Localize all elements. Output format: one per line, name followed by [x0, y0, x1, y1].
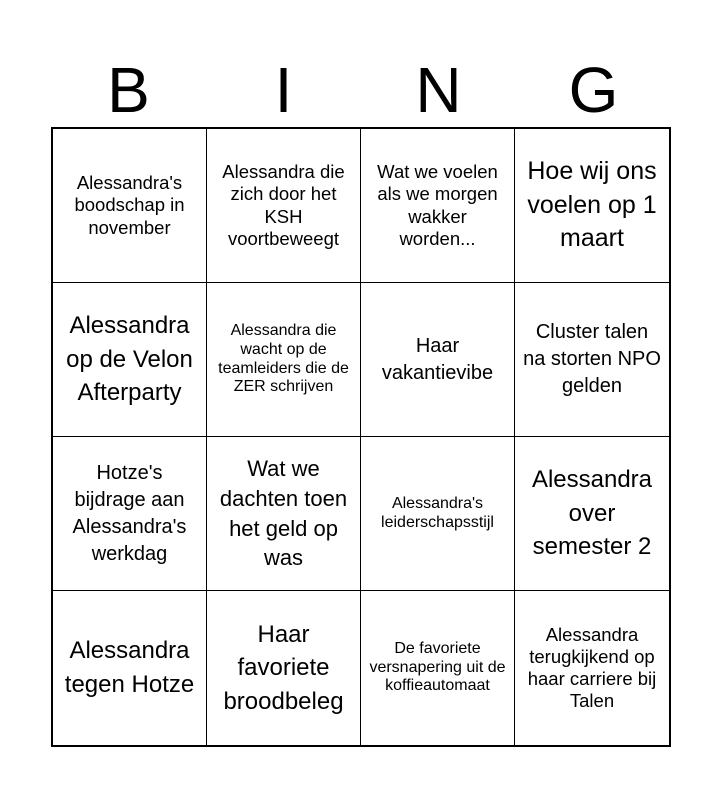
bingo-cell-r3c3[interactable]: [361, 437, 515, 591]
bingo-cell-r2c3[interactable]: [361, 283, 515, 437]
bingo-board: [51, 127, 671, 747]
cell-text: Hotze's bijdrage aan Alessandra's werkdag: [72, 461, 187, 565]
cell-text: Alessandra tegen Hotze: [64, 637, 195, 698]
bingo-cell-r2c1[interactable]: [53, 283, 207, 437]
cell-text: Alessandra's leiderschapsstijl: [381, 494, 494, 531]
bingo-cell-r1c3[interactable]: [361, 129, 515, 283]
cell-text: Wat we dachten toen het geld op was: [219, 456, 348, 571]
cell-text: Haar favoriete broodbeleg: [223, 620, 344, 715]
bingo-cell-r4c2[interactable]: [207, 591, 361, 745]
bingo-cell-r1c2[interactable]: [207, 129, 361, 283]
cell-text: Alessandra die zich door het KSH voortbeweegt: [222, 161, 345, 249]
header-letter-i: I: [274, 54, 293, 126]
bingo-cell-r3c1[interactable]: [53, 437, 207, 591]
bingo-cell-r1c4[interactable]: [515, 129, 669, 283]
header-letter-n: N: [415, 54, 462, 126]
cell-text: De favoriete versnapering uit de koffieautomaat: [369, 639, 506, 695]
cell-text: Wat we voelen als we morgen wakker worden...: [377, 161, 498, 249]
cell-text: Hoe wij ons voelen op 1 maart: [527, 156, 657, 253]
cell-text: Alessandra op de Velon Afterparty: [66, 312, 193, 407]
bingo-cell-r4c3[interactable]: [361, 591, 515, 745]
bingo-header: [51, 52, 671, 128]
cell-text: Alessandra terugkijkend op haar carriere bij Talen: [527, 623, 657, 712]
bingo-cell-r3c2[interactable]: [207, 437, 361, 591]
bingo-cell-r4c1[interactable]: [53, 591, 207, 745]
bingo-cell-r2c4[interactable]: [515, 283, 669, 437]
cell-text: Alessandra over semester 2: [531, 466, 653, 561]
cell-text: Haar vakantievibe: [381, 334, 494, 384]
cell-text: Alessandra's boodschap in november: [74, 172, 185, 238]
bingo-cell-r3c4[interactable]: [515, 437, 669, 591]
bingo-cell-r4c4[interactable]: [515, 591, 669, 745]
header-letter-b: B: [107, 54, 150, 126]
cell-text: Alessandra die wacht op de teamleiders die de ZER schrijven: [218, 321, 349, 396]
bingo-cell-r2c2[interactable]: [207, 283, 361, 437]
bingo-cell-r1c1[interactable]: [53, 129, 207, 283]
cell-text: Cluster talen na storten NPO gelden: [523, 321, 661, 397]
header-letter-g: G: [568, 54, 619, 126]
